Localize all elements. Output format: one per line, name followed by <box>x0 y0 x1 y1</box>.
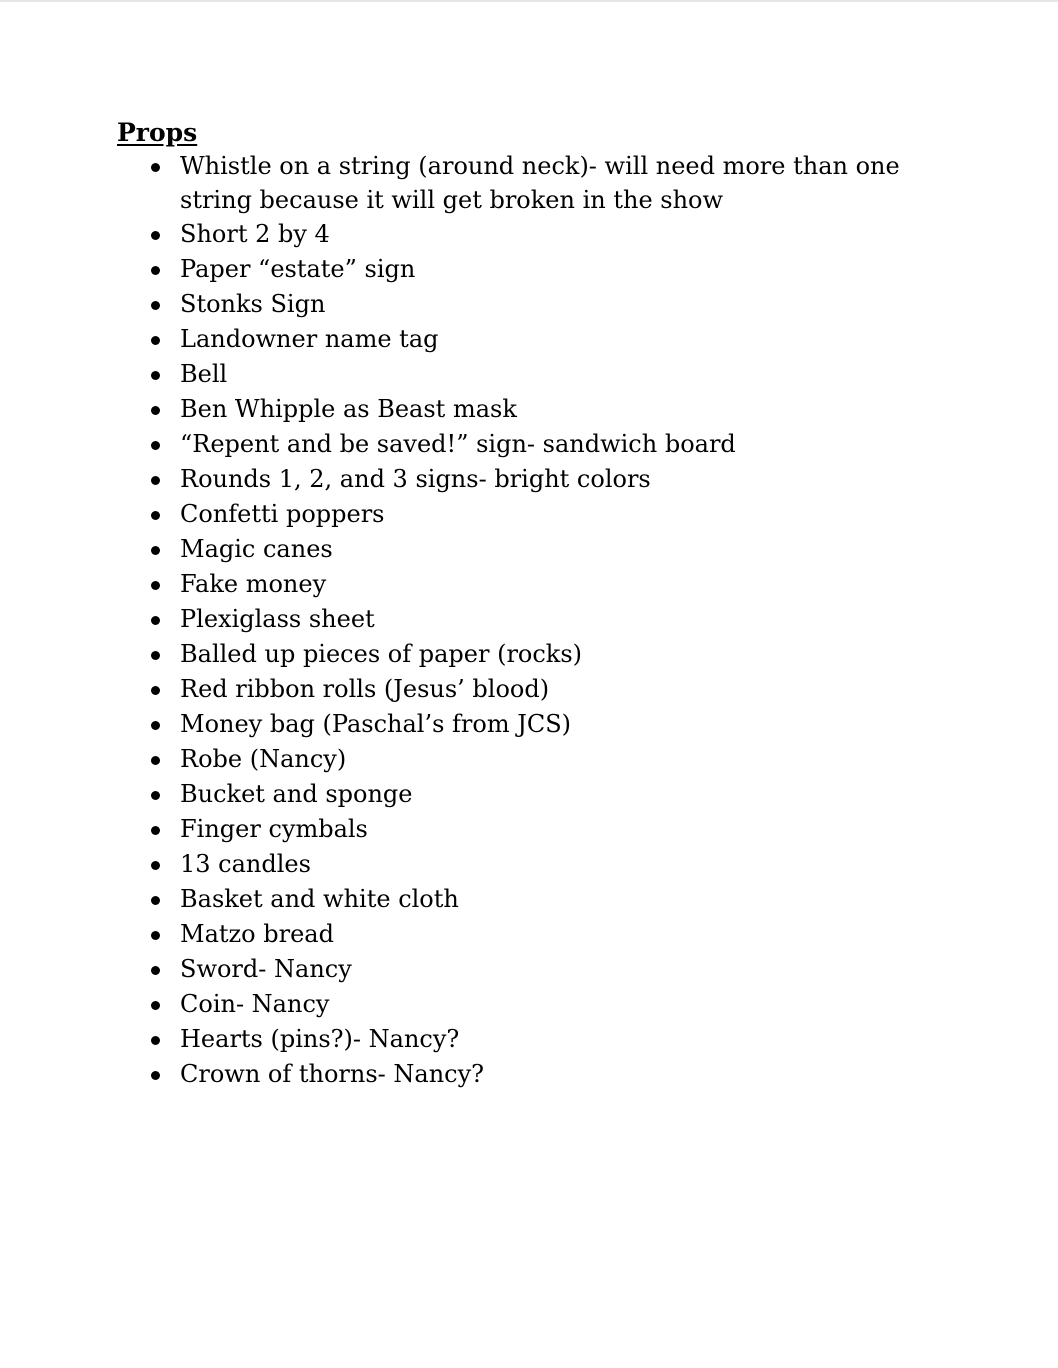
list-item: Short 2 by 4 <box>180 217 937 252</box>
list-item: Ben Whipple as Beast mask <box>180 392 937 427</box>
list-item: Basket and white cloth <box>180 882 937 917</box>
list-item: Sword- Nancy <box>180 952 937 987</box>
list-item: Plexiglass sheet <box>180 602 937 637</box>
list-item: Fake money <box>180 567 937 602</box>
list-item: Whistle on a string (around neck)- will need more than one string because it will get broken in the show <box>180 149 937 217</box>
list-item: Landowner name tag <box>180 322 937 357</box>
list-item: Magic canes <box>180 532 937 567</box>
list-item: Confetti poppers <box>180 497 937 532</box>
list-item: Money bag (Paschal’s from JCS) <box>180 707 937 742</box>
list-item: Finger cymbals <box>180 812 937 847</box>
list-item: Paper “estate” sign <box>180 252 937 287</box>
document-page <box>117 117 937 1092</box>
props-list <box>117 149 937 1092</box>
list-item: Matzo bread <box>180 917 937 952</box>
list-item: Robe (Nancy) <box>180 742 937 777</box>
list-item: 13 candles <box>180 847 937 882</box>
list-item: Coin- Nancy <box>180 987 937 1022</box>
list-item: Rounds 1, 2, and 3 signs- bright colors <box>180 462 937 497</box>
list-item: Hearts (pins?)- Nancy? <box>180 1022 937 1057</box>
list-item: Balled up pieces of paper (rocks) <box>180 637 937 672</box>
list-item: Bell <box>180 357 937 392</box>
list-item: Stonks Sign <box>180 287 937 322</box>
list-item: Crown of thorns- Nancy? <box>180 1057 937 1092</box>
list-item: Bucket and sponge <box>180 777 937 812</box>
list-item: Red ribbon rolls (Jesus’ blood) <box>180 672 937 707</box>
section-heading: Props <box>117 118 198 147</box>
list-item: “Repent and be saved!” sign- sandwich board <box>180 427 937 462</box>
page-top-edge <box>0 0 1058 2</box>
